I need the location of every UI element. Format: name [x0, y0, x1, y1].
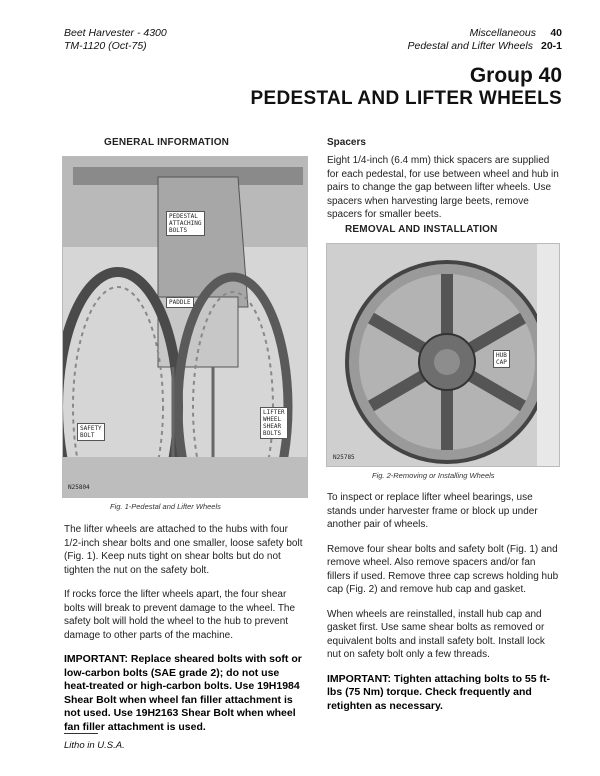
- spacers-heading: Spacers: [327, 137, 366, 148]
- manual-title: Beet Harvester - 4300: [64, 27, 167, 39]
- page-number: 20-1: [540, 40, 562, 52]
- label-safety-bolt: SAFETY BOLT: [77, 423, 105, 441]
- label-paddle: PADDLE: [166, 297, 194, 308]
- spacers-paragraph: Eight 1/4-inch (6.4 mm) thick spacers are supplied for each pedestal, for use between wheel and hub in pairs to change the gap between lifter wheels. Use spacers when harvesting large beets, remove spacers for smaller beets.: [327, 155, 559, 220]
- right-body-text: [327, 491, 561, 713]
- figure-2-caption: Fig. 2-Removing or Installing Wheels: [372, 471, 495, 480]
- subsection-name: Pedestal and Lifter Wheels: [407, 40, 533, 52]
- remove-bolts-paragraph: Remove four shear bolts and safety bolt (Fig. 1) and remove wheel. Also remove spacers and/or fan fillers if used. Remove three cap screws holding hub cap (Fig. 2) and remove hub cap and gasket.: [327, 543, 559, 595]
- label-lifter-wheel-shear-bolts: LIFTER WHEEL SHEAR BOLTS: [260, 407, 288, 439]
- lifter-wheel-hub-illustration: [327, 244, 559, 466]
- pedestal-lifter-wheels-illustration: [63, 157, 307, 497]
- removal-installation-heading: REMOVAL AND INSTALLATION: [345, 224, 498, 235]
- page-title: PEDESTAL AND LIFTER WHEELS: [250, 88, 562, 109]
- group-title: Group 40: [469, 64, 562, 87]
- figure-1-caption: Fig. 1-Pedestal and Lifter Wheels: [110, 502, 221, 511]
- footer-litho: Litho in U.S.A.: [64, 740, 125, 751]
- reinstall-paragraph: When wheels are reinstalled, install hub cap and gasket first. Use same shear bolts as removed or equivalent bolts and install safety bolt. Install lock nut on safety bolt only a few threads.: [327, 608, 545, 660]
- figure-1-photo: [62, 156, 308, 498]
- footer-rule: [64, 733, 98, 734]
- figure-2-photo: [326, 243, 560, 467]
- running-header-left: [64, 27, 167, 53]
- label-hub-cap: HUB CAP: [493, 350, 510, 368]
- section-number: 40: [550, 27, 562, 39]
- manual-number: TM-1120 (Oct-75): [64, 40, 147, 52]
- important-replace-bolts: IMPORTANT: Replace sheared bolts with soft or low-carbon bolts (SAE grade 2); do not use heat-treated or high-carbon bolts. Use 19H1984 Shear Bolt when wheel fan filler attachment is not used. Use 19H2163 Shear Bolt when wheel fan filler attachment is used.: [64, 653, 302, 733]
- general-information-heading: GENERAL INFORMATION: [104, 137, 230, 148]
- running-header-right: [407, 27, 562, 53]
- shear-bolt-paragraph: The lifter wheels are attached to the hubs with four 1/2-inch shear bolts and one smaller, loose safety bolt (Fig. 1). Keep nuts tight on shear bolts but do not tighten the nut on the safety bolt.: [64, 524, 303, 576]
- important-torque: IMPORTANT: Tighten attaching bolts to 55 ft-lbs (75 Nm) torque. Check frequently and retighten as necessary.: [327, 672, 551, 712]
- rock-damage-paragraph: If rocks force the lifter wheels apart, the four shear bolts will break to prevent damage to the wheel. The safety bolt will hold the wheel to the hub to prevent damage to other parts of the machine.: [64, 589, 296, 641]
- label-pedestal-attaching-bolts: PEDESTAL ATTACHING BOLTS: [166, 211, 205, 236]
- inspect-paragraph: To inspect or replace lifter wheel bearings, use stands under harvester frame or block up under another pair of wheels.: [327, 492, 538, 530]
- figure-2-number: N25785: [333, 454, 355, 461]
- section-name: Miscellaneous: [469, 27, 536, 39]
- left-body-text: [64, 523, 304, 734]
- figure-1-number: N25804: [68, 484, 90, 491]
